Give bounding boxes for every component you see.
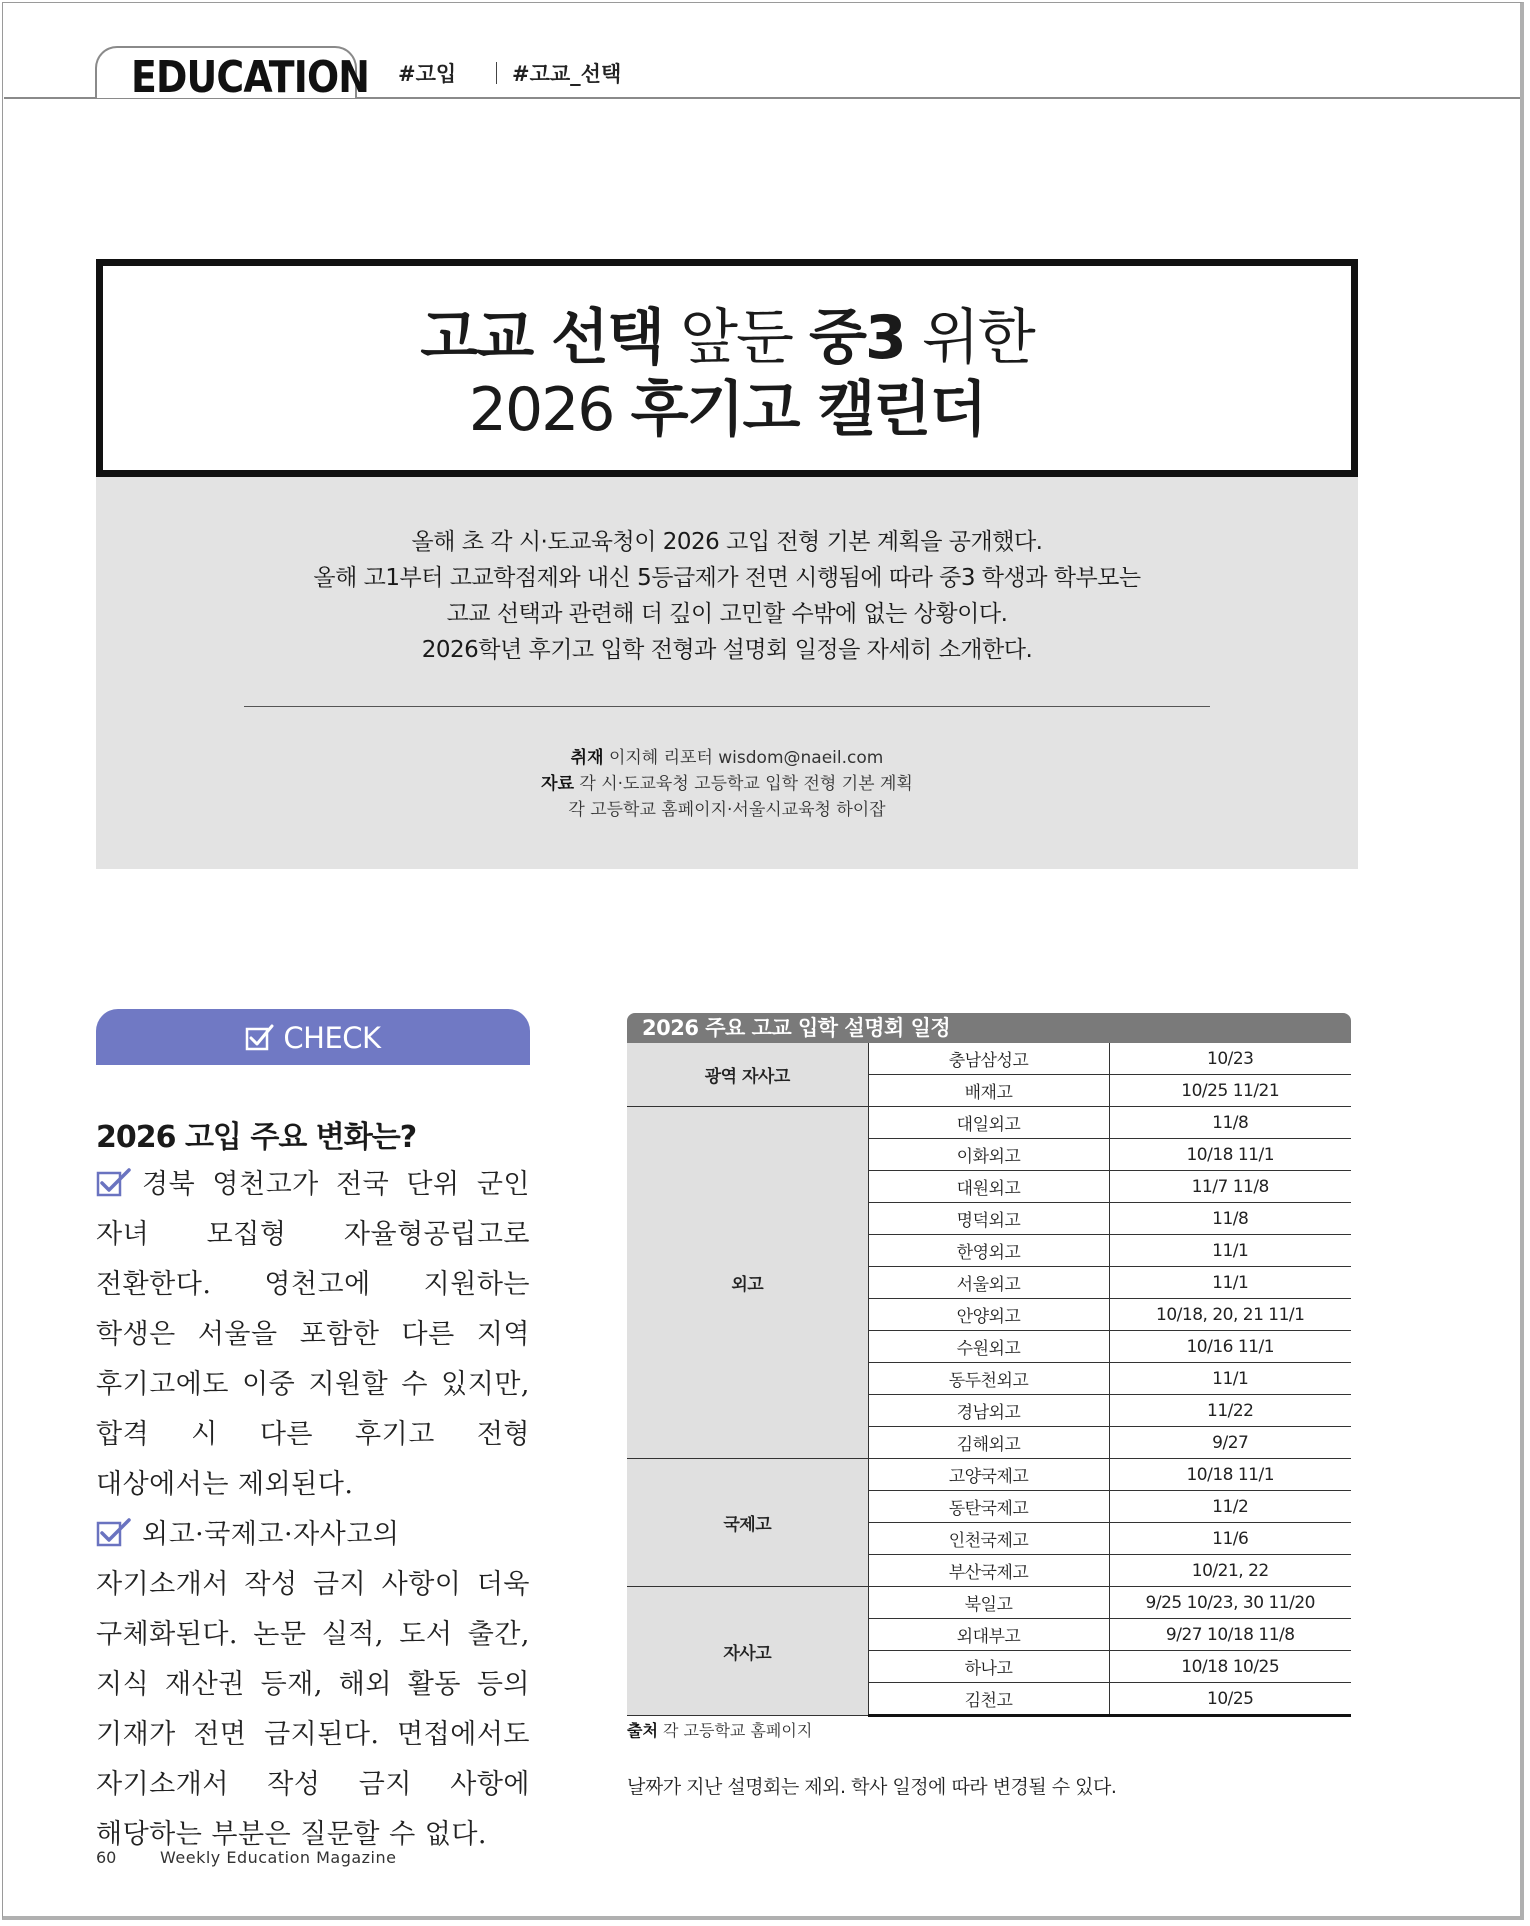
table-school-cell: 북일고	[868, 1587, 1109, 1619]
intro-line: 2026학년 후기고 입학 전형과 설명회 일정을 자세히 소개한다.	[421, 637, 1033, 663]
title-segment: 후기고 캘린더	[630, 375, 986, 445]
table-dates-cell: 10/21, 22	[1109, 1555, 1351, 1587]
check-banner-label: CHECK	[283, 1021, 381, 1055]
credit-source-value: 각 시·도교육청 고등학교 입학 전형 기본 계획	[579, 774, 913, 794]
table-source-value: 각 고등학교 홈페이지	[663, 1721, 813, 1740]
sidebar-item	[96, 1160, 530, 1510]
table-dates-cell: 11/2	[1109, 1491, 1351, 1523]
table-row	[627, 1107, 1351, 1139]
table-dates-cell: 10/25 11/21	[1109, 1075, 1351, 1107]
table-dates-cell: 11/1	[1109, 1267, 1351, 1299]
magazine-name: Weekly Education Magazine	[160, 1848, 397, 1867]
sidebar-item-text: 경북 영천고가 전국 단위 군인 자녀 모집형 자율형공립고로 전환한다. 영천고에 지원하는 학생은 서울을 포함한 다른 지역 후기고에도 이중 지원할 수 있지만, 합격 시 다른 후기고 전형 대상에서는 제외된다.	[96, 1169, 530, 1500]
table-school-cell: 이화외고	[868, 1139, 1109, 1171]
title-line-1	[103, 302, 1351, 374]
sidebar-item	[96, 1510, 530, 1860]
table-school-cell: 충남삼성고	[868, 1043, 1109, 1075]
intro-line: 고교 선택과 관련해 더 깊이 고민할 수밖에 없는 상황이다.	[446, 601, 1008, 627]
table-category-cell: 국제고	[627, 1459, 868, 1587]
table-dates-cell: 11/8	[1109, 1203, 1351, 1235]
table-school-cell: 한영외고	[868, 1235, 1109, 1267]
table-school-cell: 김해외고	[868, 1427, 1109, 1459]
checkbox-icon	[96, 1517, 132, 1547]
table-school-cell: 고양국제고	[868, 1459, 1109, 1491]
table-source	[627, 1718, 812, 1741]
title-segment: 위한	[904, 303, 1034, 373]
table-dates-cell: 10/25	[1109, 1683, 1351, 1716]
table-dates-cell: 11/1	[1109, 1363, 1351, 1395]
table-category-cell: 자사고	[627, 1587, 868, 1716]
table-category-cell: 광역 자사고	[627, 1043, 868, 1107]
intro-line: 올해 초 각 시·도교육청이 2026 고입 전형 기본 계획을 공개했다.	[411, 529, 1043, 555]
table-dates-cell: 10/18, 20, 21 11/1	[1109, 1299, 1351, 1331]
intro-block	[96, 477, 1358, 869]
title-segment: 중3	[809, 303, 905, 373]
table-school-cell: 명덕외고	[868, 1203, 1109, 1235]
credits	[96, 745, 1358, 823]
table-school-cell: 서울외고	[868, 1267, 1109, 1299]
table-school-cell: 대원외고	[868, 1171, 1109, 1203]
tag-school-choice[interactable]: #고교_선택	[512, 62, 622, 86]
checkbox-icon	[96, 1167, 132, 1197]
title-segment: 앞둔	[662, 303, 810, 373]
table-dates-cell: 10/23	[1109, 1043, 1351, 1075]
credit-reporter-label: 취재	[570, 748, 604, 768]
table-dates-cell: 10/18 11/1	[1109, 1139, 1351, 1171]
table-row	[627, 1043, 1351, 1075]
table-row	[627, 1587, 1351, 1619]
table-school-cell: 동두천외고	[868, 1363, 1109, 1395]
table-dates-cell: 10/16 11/1	[1109, 1331, 1351, 1363]
credit-reporter-value: 이지혜 리포터 wisdom@naeil.com	[608, 748, 884, 768]
tag-separator	[496, 62, 497, 84]
title-segment: 고교 선택	[420, 303, 663, 373]
table-dates-cell: 10/18 11/1	[1109, 1459, 1351, 1491]
checkbox-icon	[245, 1023, 275, 1051]
table-dates-cell: 11/1	[1109, 1235, 1351, 1267]
schedule-table-container	[627, 1013, 1351, 1717]
table-school-cell: 대일외고	[868, 1107, 1109, 1139]
table-school-cell: 인천국제고	[868, 1523, 1109, 1555]
table-footnote: 날짜가 지난 설명회는 제외. 학사 일정에 따라 변경될 수 있다.	[627, 1776, 1117, 1798]
table-school-cell: 하나고	[868, 1651, 1109, 1683]
intro-line: 올해 고1부터 고교학점제와 내신 5등급제가 전면 시행됨에 따라 중3 학생과 학부모는	[313, 565, 1141, 591]
table-school-cell: 안양외고	[868, 1299, 1109, 1331]
sidebar-body	[96, 1160, 530, 1860]
table-school-cell: 배재고	[868, 1075, 1109, 1107]
table-school-cell: 외대부고	[868, 1619, 1109, 1651]
table-school-cell: 수원외고	[868, 1331, 1109, 1363]
title-line-2	[103, 374, 1351, 446]
check-banner	[96, 1009, 530, 1065]
intro-divider	[244, 706, 1210, 707]
table-row	[627, 1459, 1351, 1491]
table-dates-cell: 10/18 10/25	[1109, 1651, 1351, 1683]
title-segment: 2026	[468, 375, 631, 445]
table-school-cell: 동탄국제고	[868, 1491, 1109, 1523]
sidebar-heading: 2026 고입 주요 변화는?	[96, 1120, 417, 1155]
table-dates-cell: 11/8	[1109, 1107, 1351, 1139]
section-label: EDUCATION	[131, 52, 370, 103]
table-dates-cell: 9/27	[1109, 1427, 1351, 1459]
schedule-table-title: 2026 주요 고교 입학 설명회 일정	[627, 1013, 1351, 1043]
table-dates-cell: 11/7 11/8	[1109, 1171, 1351, 1203]
credit-source	[96, 771, 1358, 797]
credit-source-cont: 각 고등학교 홈페이지·서울시교육청 하이잡	[568, 800, 886, 820]
credit-source-label: 자료	[541, 774, 574, 794]
table-dates-cell: 9/27 10/18 11/8	[1109, 1619, 1351, 1651]
page-number: 60	[96, 1848, 117, 1867]
title-box	[96, 259, 1358, 477]
table-dates-cell: 11/6	[1109, 1523, 1351, 1555]
table-source-label: 출처	[627, 1721, 658, 1740]
credit-reporter	[96, 745, 1358, 771]
table-school-cell: 부산국제고	[868, 1555, 1109, 1587]
table-school-cell: 김천고	[868, 1683, 1109, 1716]
tag-go-ip[interactable]: #고입	[398, 62, 457, 86]
intro-text	[96, 524, 1358, 668]
table-dates-cell: 9/25 10/23, 30 11/20	[1109, 1587, 1351, 1619]
table-school-cell: 경남외고	[868, 1395, 1109, 1427]
sidebar-item-text: 외고·국제고·자사고의 자기소개서 작성 금지 사항이 더욱 구체화된다. 논문 실적, 도서 출간, 지식 재산권 등재, 해외 활동 등의 기재가 전면 금지된다. 면접에서도 자기소개서 작성 금지 사항에 해당하는 부분은 질문할 수 없다.	[96, 1519, 530, 1850]
table-category-cell: 외고	[627, 1107, 868, 1459]
schedule-table	[627, 1043, 1351, 1717]
table-dates-cell: 11/22	[1109, 1395, 1351, 1427]
